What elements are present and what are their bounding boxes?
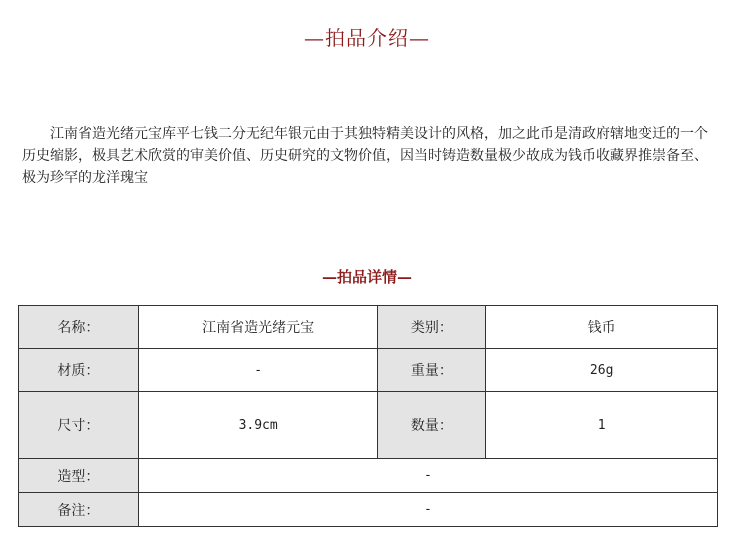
value-name: 江南省造光绪元宝 <box>138 306 378 349</box>
intro-section-title: —拍品介绍— <box>304 26 430 50</box>
table-row-shape <box>19 459 718 493</box>
value-remarks: - <box>138 493 717 527</box>
table-row-material <box>19 349 718 392</box>
details-table <box>18 305 718 527</box>
details-section-title: —拍品详情— <box>321 268 412 286</box>
value-quantity: 1 <box>486 392 718 459</box>
table-row-remarks <box>19 493 718 527</box>
intro-paragraph: 江南省造光绪元宝库平七钱二分无纪年银元由于其独特精美设计的风格，加之此币是清政府辖地变迁的一个历史缩影，极具艺术欣赏的审美价值、历史研究的文物价值，因当时铸造数量极少故成为钱币收藏界推崇备至、极为珍罕的龙洋瑰宝 <box>22 126 708 186</box>
label-name: 名称： <box>19 306 139 349</box>
label-remarks: 备注： <box>19 493 139 527</box>
label-material: 材质： <box>19 349 139 392</box>
table-row-name <box>19 306 718 349</box>
label-weight: 重量： <box>378 349 486 392</box>
value-size: 3.9cm <box>138 392 378 459</box>
value-material: - <box>138 349 378 392</box>
label-shape: 造型： <box>19 459 139 493</box>
value-category: 钱币 <box>486 306 718 349</box>
label-category: 类别： <box>378 306 486 349</box>
label-quantity: 数量： <box>378 392 486 459</box>
value-shape: - <box>138 459 717 493</box>
table-row-size <box>19 392 718 459</box>
value-weight: 26g <box>486 349 718 392</box>
label-size: 尺寸： <box>19 392 139 459</box>
